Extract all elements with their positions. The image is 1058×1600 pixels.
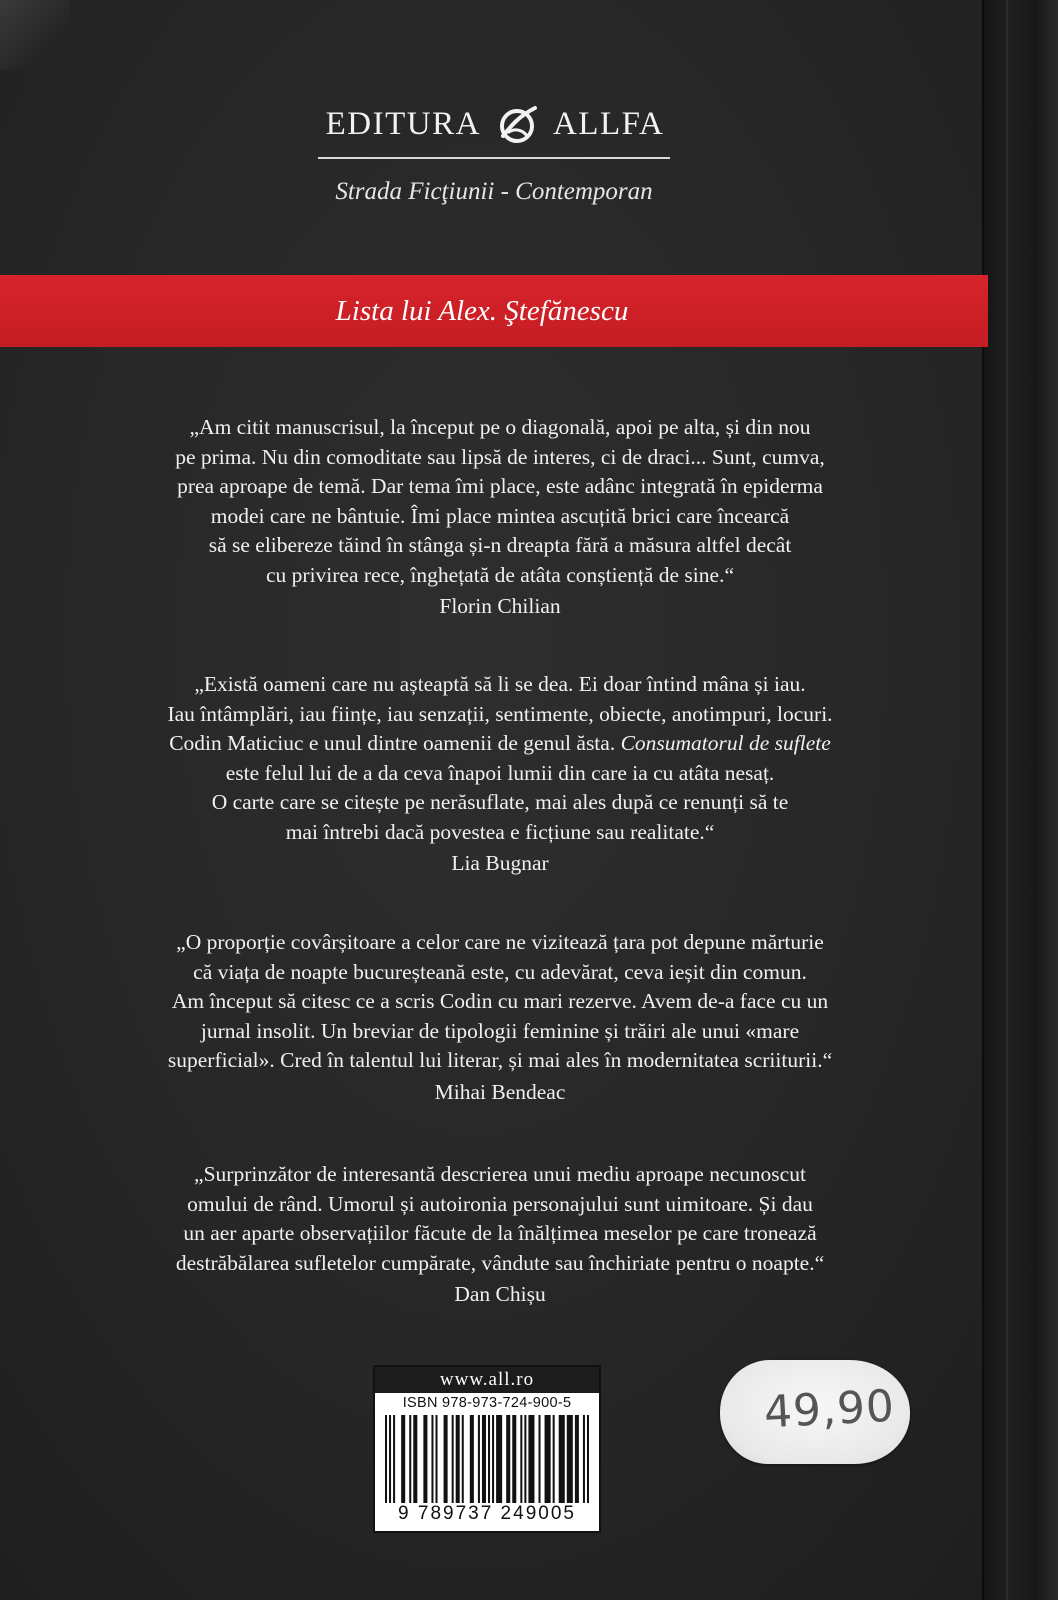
quote-line: modei care ne bântuie. Îmi place mintea ascuțită brici care încearcă (210, 503, 790, 528)
recommendation-band (0, 275, 988, 347)
blurb-quote-2 (100, 670, 900, 879)
book-title: Consumatorul de suflete (620, 731, 831, 755)
allfa-logo-icon (491, 102, 543, 146)
quote-line: un aer aparte observațiilor făcute de la înălțimea meselor pe care tronează (183, 1221, 817, 1245)
barcode-bars (383, 1415, 591, 1503)
barcode-bar (583, 1415, 585, 1503)
isbn-text: ISBN 978-973-724-900-5 (402, 1395, 572, 1411)
quote-line: pe prima. Nu din comoditate sau lipsă de interes, ci de draci... Sunt, cumva, (175, 444, 825, 469)
barcode-bar (478, 1415, 480, 1503)
quote-line: „Există oameni care nu așteaptă să li se dea. Ei doar întind mâna și iau. (194, 672, 806, 696)
quote-line: jurnal insolit. Un breviar de tipologii feminine și trăiri ale unui «mare (200, 1018, 800, 1043)
quote-line: Iau întâmplări, iau ființe, iau senzații, sentimente, obiecte, anotimpuri, locuri. (167, 701, 833, 726)
quote-line (100, 729, 900, 759)
blurb-quote-3 (100, 928, 900, 1107)
quote-line: „Surprinzător de interesantă descrierea unui mediu aproape necunoscut (194, 1162, 806, 1186)
quote-author: Mihai Bendeac (434, 1079, 566, 1104)
publisher-name (318, 96, 672, 152)
quote-line: cu privirea rece, înghețată de atâta conștiență de sine.“ (266, 562, 734, 587)
corner-crease (0, 0, 70, 70)
isbn-barcode-label (373, 1365, 601, 1533)
blurb-quote-1 (100, 413, 900, 622)
publisher-website: www.all.ro (375, 1367, 599, 1393)
barcode-bar (496, 1415, 502, 1503)
barcode-bar (559, 1415, 565, 1503)
barcode-bar (444, 1415, 448, 1503)
barcode-bar (482, 1415, 486, 1503)
quote-line: să se elibereze tăind în stânga și-n dreapta fără a măsura altfel decât (208, 533, 792, 557)
barcode-bar (545, 1415, 551, 1503)
quote-line: mai întrebi dacă povestea e ficțiune sau realitate.“ (285, 819, 715, 844)
barcode-bar (575, 1415, 579, 1503)
recommendation-band-text: Lista lui Alex. Ştefănescu (335, 294, 629, 327)
barcode-bar (528, 1415, 534, 1503)
barcode-bar (470, 1415, 474, 1503)
barcode-bar (587, 1415, 589, 1503)
barcode-bar (435, 1415, 437, 1503)
barcode-bar (431, 1415, 433, 1503)
barcode-bar (413, 1415, 417, 1503)
barcode-bar (393, 1415, 395, 1503)
price-sticker (720, 1360, 910, 1464)
quote-author: Lia Bugnar (451, 851, 549, 875)
quote-author: Florin Chilian (439, 594, 561, 618)
barcode-bar (553, 1415, 555, 1503)
publisher-name-left: EDITURA (325, 105, 481, 142)
quote-author: Dan Chișu (454, 1282, 546, 1306)
barcode-bar (456, 1415, 460, 1503)
barcode-bar (385, 1415, 387, 1503)
collection-name: Strada Ficţiunii - Contemporan (335, 178, 653, 205)
publisher-name-right: ALLFA (552, 105, 665, 142)
quote-line: omului de rând. Umorul și autoironia personajului sunt uimitoare. Și dau (187, 1191, 813, 1216)
book-spine-edge (982, 0, 1058, 1600)
barcode-bar (488, 1415, 490, 1503)
barcode-bar (492, 1415, 494, 1503)
quote-line: prea aproape de temă. Dar tema îmi place, este adânc integrată în epiderma (177, 474, 823, 498)
quote-line: Am început să citesc ce a scris Codin cu mari rezerve. Avem de-a face cu un (171, 989, 829, 1013)
barcode-bar (452, 1415, 454, 1503)
quote-line: că viața de noapte bucureșteană este, cu adevărat, ceva ieșit din comun. (193, 959, 807, 984)
quote-line: „Am citit manuscrisul, la început pe o diagonală, apoi pe alta, și din nou (189, 415, 811, 439)
barcode-bar (462, 1415, 464, 1503)
barcode-bar (539, 1415, 541, 1503)
barcode-number: 9 789737 249005 (398, 1503, 576, 1524)
barcode-bar (423, 1415, 427, 1503)
blurb-quote-4 (100, 1160, 900, 1310)
quote-line-text: Codin Maticiuc e unul dintre oamenii de genul ăsta. (169, 731, 616, 755)
publisher-divider (318, 157, 670, 159)
barcode-bar (409, 1415, 411, 1503)
barcode-bar (567, 1415, 573, 1503)
quote-line: O carte care se citește pe nerăsuflate, mai ales după ce renunți să te (211, 790, 789, 814)
quote-line: destrăbălarea sufletelor cumpărate, vândute sau închiriate pentru o noapte.“ (175, 1250, 825, 1275)
barcode-bar (506, 1415, 510, 1503)
barcode-bar (512, 1415, 516, 1503)
quote-line: „O proporție covârșitoare a celor care ne vizitează țara pot depune mărturie (176, 930, 824, 954)
price-text: 49,90 (762, 1380, 897, 1439)
barcode-bar (401, 1415, 405, 1503)
quote-line: este felul lui de a da ceva înapoi lumii din care ia cu atâta nesaț. (225, 760, 775, 785)
barcode-bar (520, 1415, 522, 1503)
barcode-bar (389, 1415, 391, 1503)
barcode-bar (524, 1415, 526, 1503)
quote-line: superficial». Cred în talentul lui literar, și mai ales în modernitatea scriiturii.“ (167, 1048, 833, 1072)
